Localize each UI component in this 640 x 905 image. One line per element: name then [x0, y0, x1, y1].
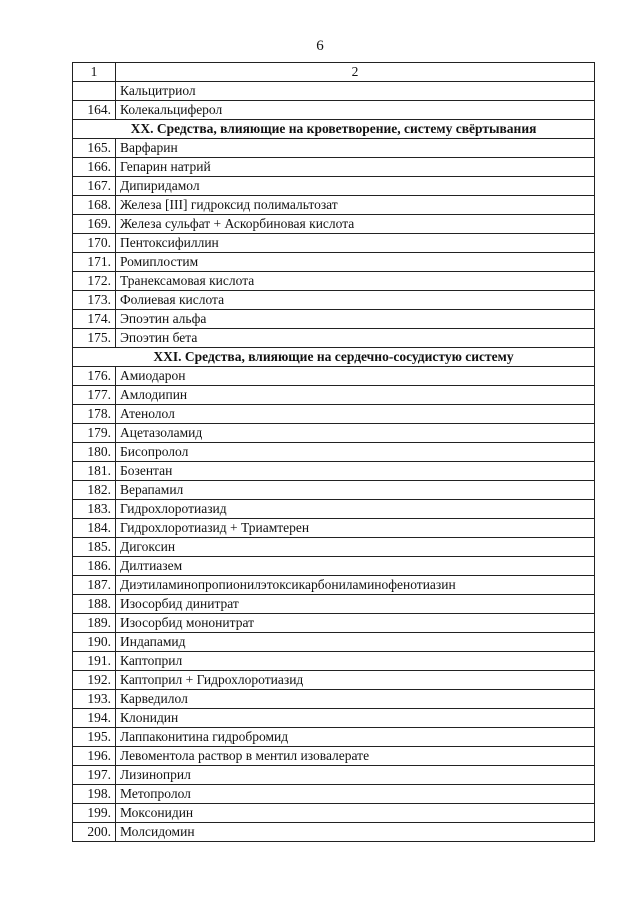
- drug-name: Лизиноприл: [116, 766, 595, 785]
- table-row: [73, 272, 595, 291]
- section-title: XXI. Средства, влияющие на сердечно-сосудистую систему: [73, 348, 595, 367]
- drug-name: Клонидин: [116, 709, 595, 728]
- row-number: 200.: [73, 823, 116, 842]
- table-row: [73, 139, 595, 158]
- drug-name: Ацетазоламид: [116, 424, 595, 443]
- row-number: 174.: [73, 310, 116, 329]
- row-number: 168.: [73, 196, 116, 215]
- row-number: 196.: [73, 747, 116, 766]
- table-row: [73, 519, 595, 538]
- drug-name: Колекальциферол: [116, 101, 595, 120]
- drug-name: Пентоксифиллин: [116, 234, 595, 253]
- row-number: 198.: [73, 785, 116, 804]
- section-title: XX. Средства, влияющие на кроветворение, систему свёртывания: [73, 120, 595, 139]
- row-number: 166.: [73, 158, 116, 177]
- drug-name: Железа [III] гидроксид полимальтозат: [116, 196, 595, 215]
- table-header-row: [73, 63, 595, 82]
- table-row: [73, 538, 595, 557]
- drug-name: Верапамил: [116, 481, 595, 500]
- table-row: [73, 82, 595, 101]
- drug-name: Атенолол: [116, 405, 595, 424]
- table-row: [73, 177, 595, 196]
- table-row: [73, 367, 595, 386]
- table-row: [73, 690, 595, 709]
- table-row: [73, 785, 595, 804]
- table-row: [73, 500, 595, 519]
- row-number: 179.: [73, 424, 116, 443]
- table-row: [73, 709, 595, 728]
- drug-name: Кальцитриол: [116, 82, 595, 101]
- table-row: [73, 671, 595, 690]
- table-row: [73, 557, 595, 576]
- table-row: [73, 101, 595, 120]
- row-number: 189.: [73, 614, 116, 633]
- table-row: [73, 747, 595, 766]
- table-row: [73, 481, 595, 500]
- table-row: [73, 652, 595, 671]
- drug-name: Бисопролол: [116, 443, 595, 462]
- table-row: [73, 728, 595, 747]
- drug-name: Железа сульфат + Аскорбиновая кислота: [116, 215, 595, 234]
- header-col-name: 2: [116, 63, 595, 82]
- row-number: 171.: [73, 253, 116, 272]
- row-number: [73, 82, 116, 101]
- row-number: 172.: [73, 272, 116, 291]
- table-row: [73, 329, 595, 348]
- drug-name: Гепарин натрий: [116, 158, 595, 177]
- table-row: [73, 158, 595, 177]
- row-number: 180.: [73, 443, 116, 462]
- row-number: 191.: [73, 652, 116, 671]
- row-number: 192.: [73, 671, 116, 690]
- section-heading-row: [73, 348, 595, 367]
- drug-name: Изосорбид динитрат: [116, 595, 595, 614]
- row-number: 176.: [73, 367, 116, 386]
- page-number: 6: [316, 38, 324, 54]
- row-number: 197.: [73, 766, 116, 785]
- table-row: [73, 614, 595, 633]
- drug-name: Дипиридамол: [116, 177, 595, 196]
- table-row: [73, 766, 595, 785]
- drug-name: Эпоэтин бета: [116, 329, 595, 348]
- drug-name: Левоментола раствор в ментил изовалерате: [116, 747, 595, 766]
- row-number: 199.: [73, 804, 116, 823]
- drug-name: Метопролол: [116, 785, 595, 804]
- drug-name: Ромиплостим: [116, 253, 595, 272]
- table-row: [73, 443, 595, 462]
- table-row: [73, 234, 595, 253]
- drug-name: Варфарин: [116, 139, 595, 158]
- table-row: [73, 386, 595, 405]
- table-row: [73, 253, 595, 272]
- drug-name: Дигоксин: [116, 538, 595, 557]
- medication-table: [72, 62, 595, 842]
- row-number: 188.: [73, 595, 116, 614]
- row-number: 194.: [73, 709, 116, 728]
- drug-name: Каптоприл: [116, 652, 595, 671]
- drug-name: Бозентан: [116, 462, 595, 481]
- row-number: 178.: [73, 405, 116, 424]
- drug-name: Фолиевая кислота: [116, 291, 595, 310]
- row-number: 184.: [73, 519, 116, 538]
- section-heading-row: [73, 120, 595, 139]
- drug-name: Гидрохлоротиазид: [116, 500, 595, 519]
- row-number: 175.: [73, 329, 116, 348]
- row-number: 193.: [73, 690, 116, 709]
- drug-name: Диэтиламинопропионилэтоксикарбониламинофенотиазин: [116, 576, 595, 595]
- row-number: 181.: [73, 462, 116, 481]
- drug-name: Моксонидин: [116, 804, 595, 823]
- table-row: [73, 215, 595, 234]
- table-row: [73, 196, 595, 215]
- table-row: [73, 291, 595, 310]
- drug-name: Лаппаконитина гидробромид: [116, 728, 595, 747]
- table-row: [73, 424, 595, 443]
- row-number: 170.: [73, 234, 116, 253]
- row-number: 185.: [73, 538, 116, 557]
- table-row: [73, 576, 595, 595]
- row-number: 177.: [73, 386, 116, 405]
- table-row: [73, 633, 595, 652]
- drug-name: Дилтиазем: [116, 557, 595, 576]
- row-number: 169.: [73, 215, 116, 234]
- row-number: 187.: [73, 576, 116, 595]
- table-row: [73, 405, 595, 424]
- row-number: 182.: [73, 481, 116, 500]
- drug-name: Эпоэтин альфа: [116, 310, 595, 329]
- drug-name: Амиодарон: [116, 367, 595, 386]
- drug-name: Молсидомин: [116, 823, 595, 842]
- drug-name: Каптоприл + Гидрохлоротиазид: [116, 671, 595, 690]
- drug-name: Карведилол: [116, 690, 595, 709]
- row-number: 186.: [73, 557, 116, 576]
- header-col-number: 1: [73, 63, 116, 82]
- row-number: 164.: [73, 101, 116, 120]
- row-number: 173.: [73, 291, 116, 310]
- table-row: [73, 595, 595, 614]
- row-number: 167.: [73, 177, 116, 196]
- table-row: [73, 823, 595, 842]
- table-row: [73, 310, 595, 329]
- drug-name: Гидрохлоротиазид + Триамтерен: [116, 519, 595, 538]
- drug-name: Транексамовая кислота: [116, 272, 595, 291]
- row-number: 195.: [73, 728, 116, 747]
- drug-name: Изосорбид мононитрат: [116, 614, 595, 633]
- drug-name: Индапамид: [116, 633, 595, 652]
- table-row: [73, 804, 595, 823]
- row-number: 190.: [73, 633, 116, 652]
- row-number: 165.: [73, 139, 116, 158]
- row-number: 183.: [73, 500, 116, 519]
- drug-name: Амлодипин: [116, 386, 595, 405]
- table-row: [73, 462, 595, 481]
